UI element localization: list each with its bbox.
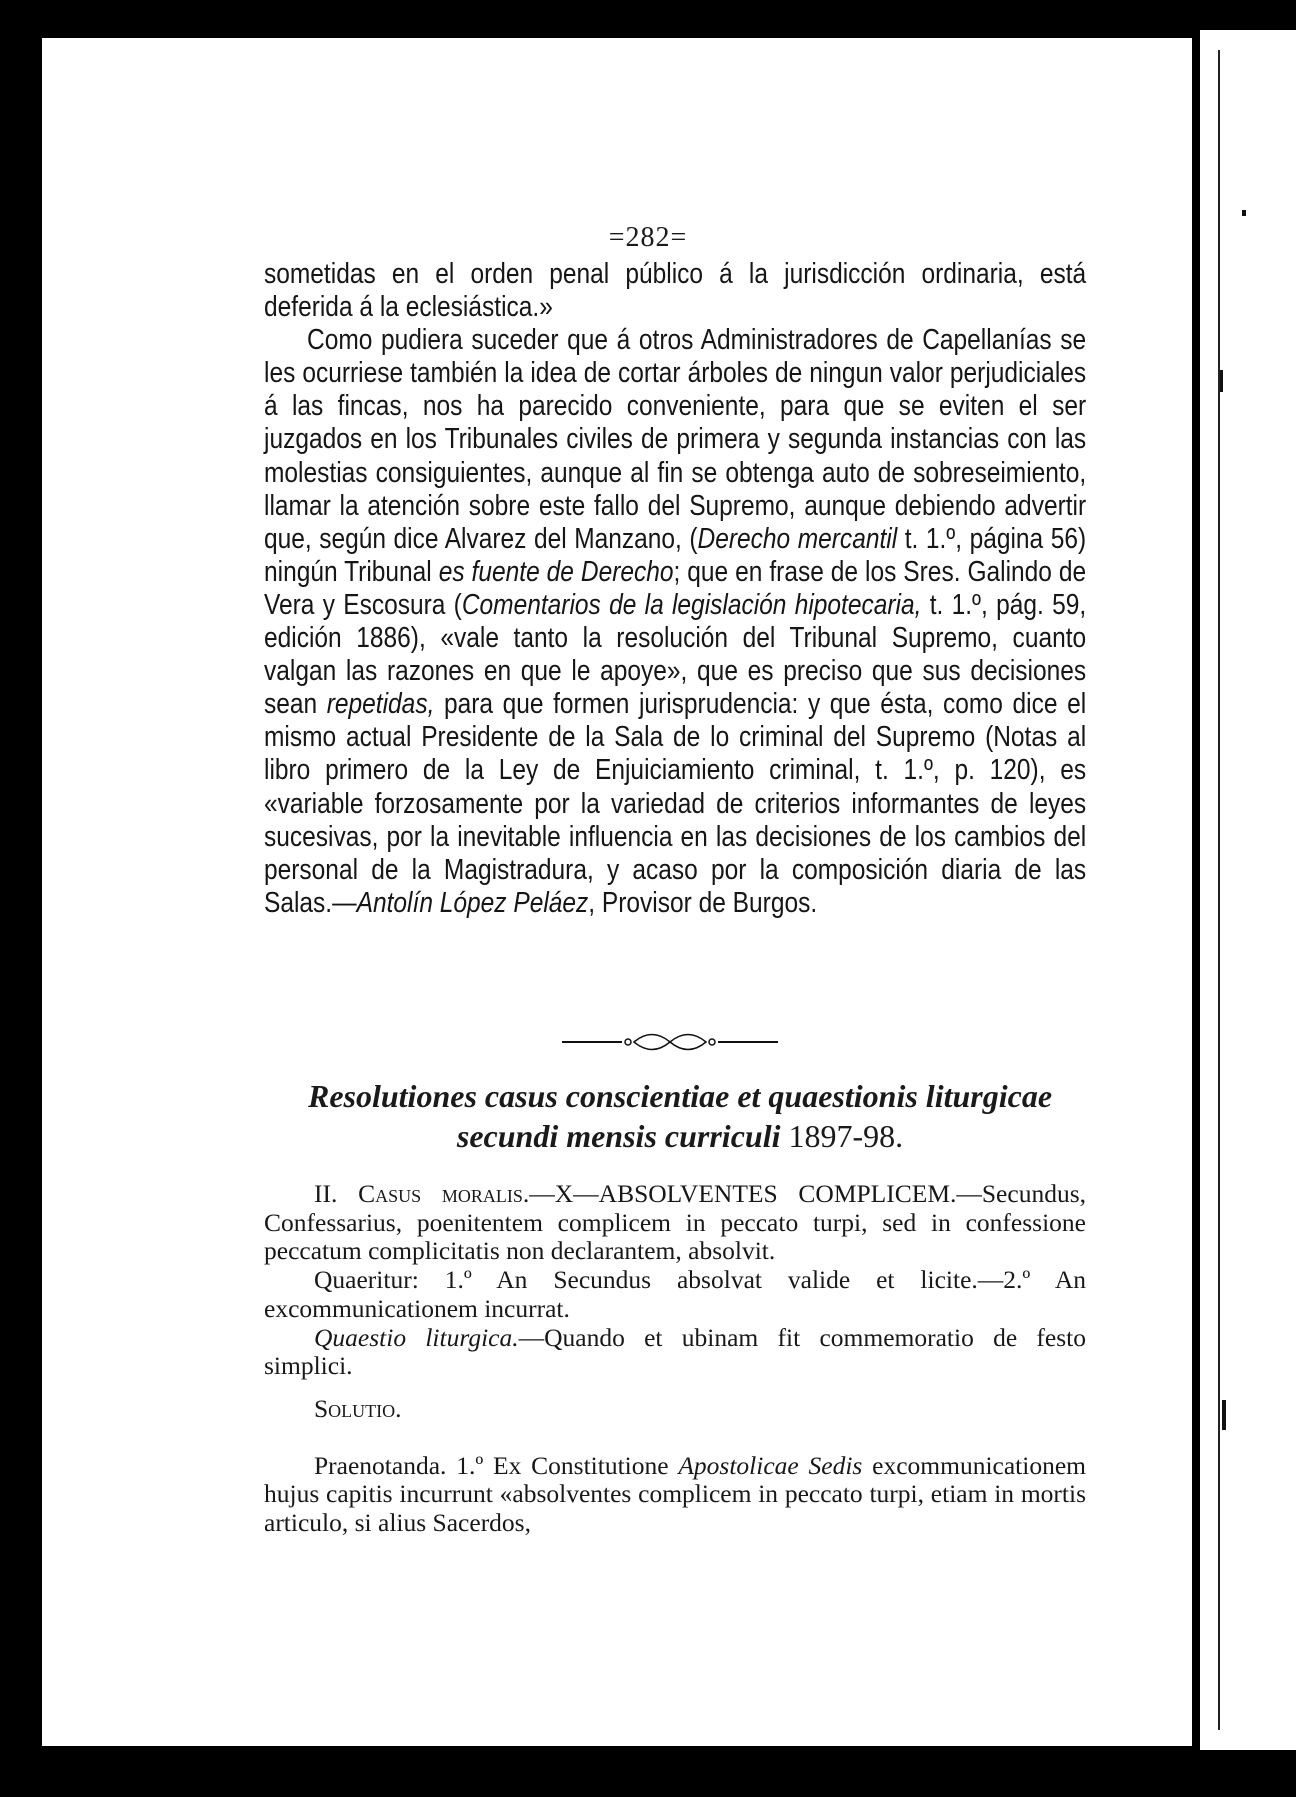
text-run: t. 1.º, pág. 59, edición 1886), «vale tanto la resolución del Tribunal Supremo, cuanto valgan las razones en que le apoye», que es preciso que sus decisiones sean — [264, 588, 1087, 721]
ornament-divider — [562, 1030, 778, 1054]
italic-run: Comentarios de la legislación hipotecaria, — [461, 588, 922, 621]
text-run: Como pudiera suceder que á otros Administradores de Capellanías se les ocurriese también la idea de cortar árboles de ningun valor perjudiciales á las fincas, nos ha parecido conveniente, para que se eviten el ser juzgados en los Tribunales civiles de primera y segunda instancias con las molestias consiguientes, aunque al fin se obtenga auto de sobreseimiento, llamar la atención sobre este fallo del Supremo, aunque debiendo advertir que, según dice Alvarez del Manzano, ( — [264, 324, 1087, 555]
text-run: para que formen jurisprudencia: y que ésta, como dice el mismo actual Presidente de la Sala de lo criminal del Supremo (Notas al libro primero de la Ley de Enjuiciamiento criminal, t. 1.º, p. 120), es «variable forzosamente por la variedad de criterios informantes de leyes sucesivas, por la inevitable influencia en las decisiones de los cambios del personal de la Magistradura, y acaso por la composición diaria de las Salas.— — [264, 688, 1087, 919]
italic-run: Apostolicae Sedis — [678, 1450, 863, 1480]
casus-number: II. — [314, 1179, 338, 1208]
spanish-text-block — [264, 258, 1086, 920]
questio-label: Quaestio liturgica. — [314, 1322, 519, 1352]
text-run: excommunicationem hujus capitis incurrunt «absolventes complicem in peccato turpi, etiam in mortis articulo, si alius Sacerdos, — [264, 1450, 1086, 1538]
speck — [1242, 210, 1246, 216]
speck — [1222, 1400, 1226, 1430]
italic-run: Antolín López Peláez — [356, 886, 589, 919]
speck — [1220, 370, 1223, 392]
italic-run: repetidas, — [326, 688, 435, 721]
page-edge-line — [1218, 50, 1220, 1730]
questio-text: —Quando et ubinam fit commemoratio de festo simplici. — [264, 1322, 1086, 1381]
heading-italic: secundi mensis curriculi — [456, 1118, 781, 1154]
text-run: Praenotanda. 1.º Ex Constitutione — [314, 1450, 679, 1480]
casus-paragraph — [264, 1180, 1086, 1266]
text-run: ; que en frase de los Sres. Galindo de Vera y Escosura ( — [264, 555, 1087, 621]
questio-paragraph — [264, 1324, 1086, 1381]
paragraph-1: sometidas en el orden penal público á la jurisdicción ordinaria, está deferida á la eclesiástica.» — [264, 258, 1087, 324]
praenotanda-paragraph — [264, 1452, 1086, 1538]
heading-line-2 — [260, 1116, 1100, 1156]
text-run: t. 1.º, página 56) ningún Tribunal — [264, 522, 1087, 588]
heading-line-1: Resolutiones casus conscientiae et quaestionis liturgicae — [307, 1078, 1053, 1114]
casus-title: —X—ABSOLVENTES COMPLICEM. — [529, 1179, 957, 1208]
adjacent-page-edge — [1200, 30, 1296, 1750]
solutio-heading: Solutio. — [314, 1393, 402, 1423]
latin-text-block — [264, 1180, 1086, 1538]
section-heading — [260, 1076, 1100, 1156]
page-number: =282= — [608, 222, 688, 253]
quaeritur-paragraph: Quaeritur: 1.º An Secundus absolvat valide et licite.—2.º An excommunicationem incurrat. — [264, 1265, 1086, 1323]
casus-text: —Secundus, Confessarius, poenitentem complicem in peccato turpi, sed in confessione peccatum complicitatis non declarantem, absolvit. — [264, 1179, 1086, 1266]
italic-run: Derecho mercantil — [697, 522, 898, 555]
text-run: , Provisor de Burgos. — [588, 886, 818, 919]
paragraph-2 — [264, 324, 1086, 920]
italic-run: es fuente de Derecho — [438, 555, 674, 588]
casus-label: Casus moralis. — [358, 1179, 530, 1208]
heading-year: 1897-98. — [788, 1118, 904, 1154]
